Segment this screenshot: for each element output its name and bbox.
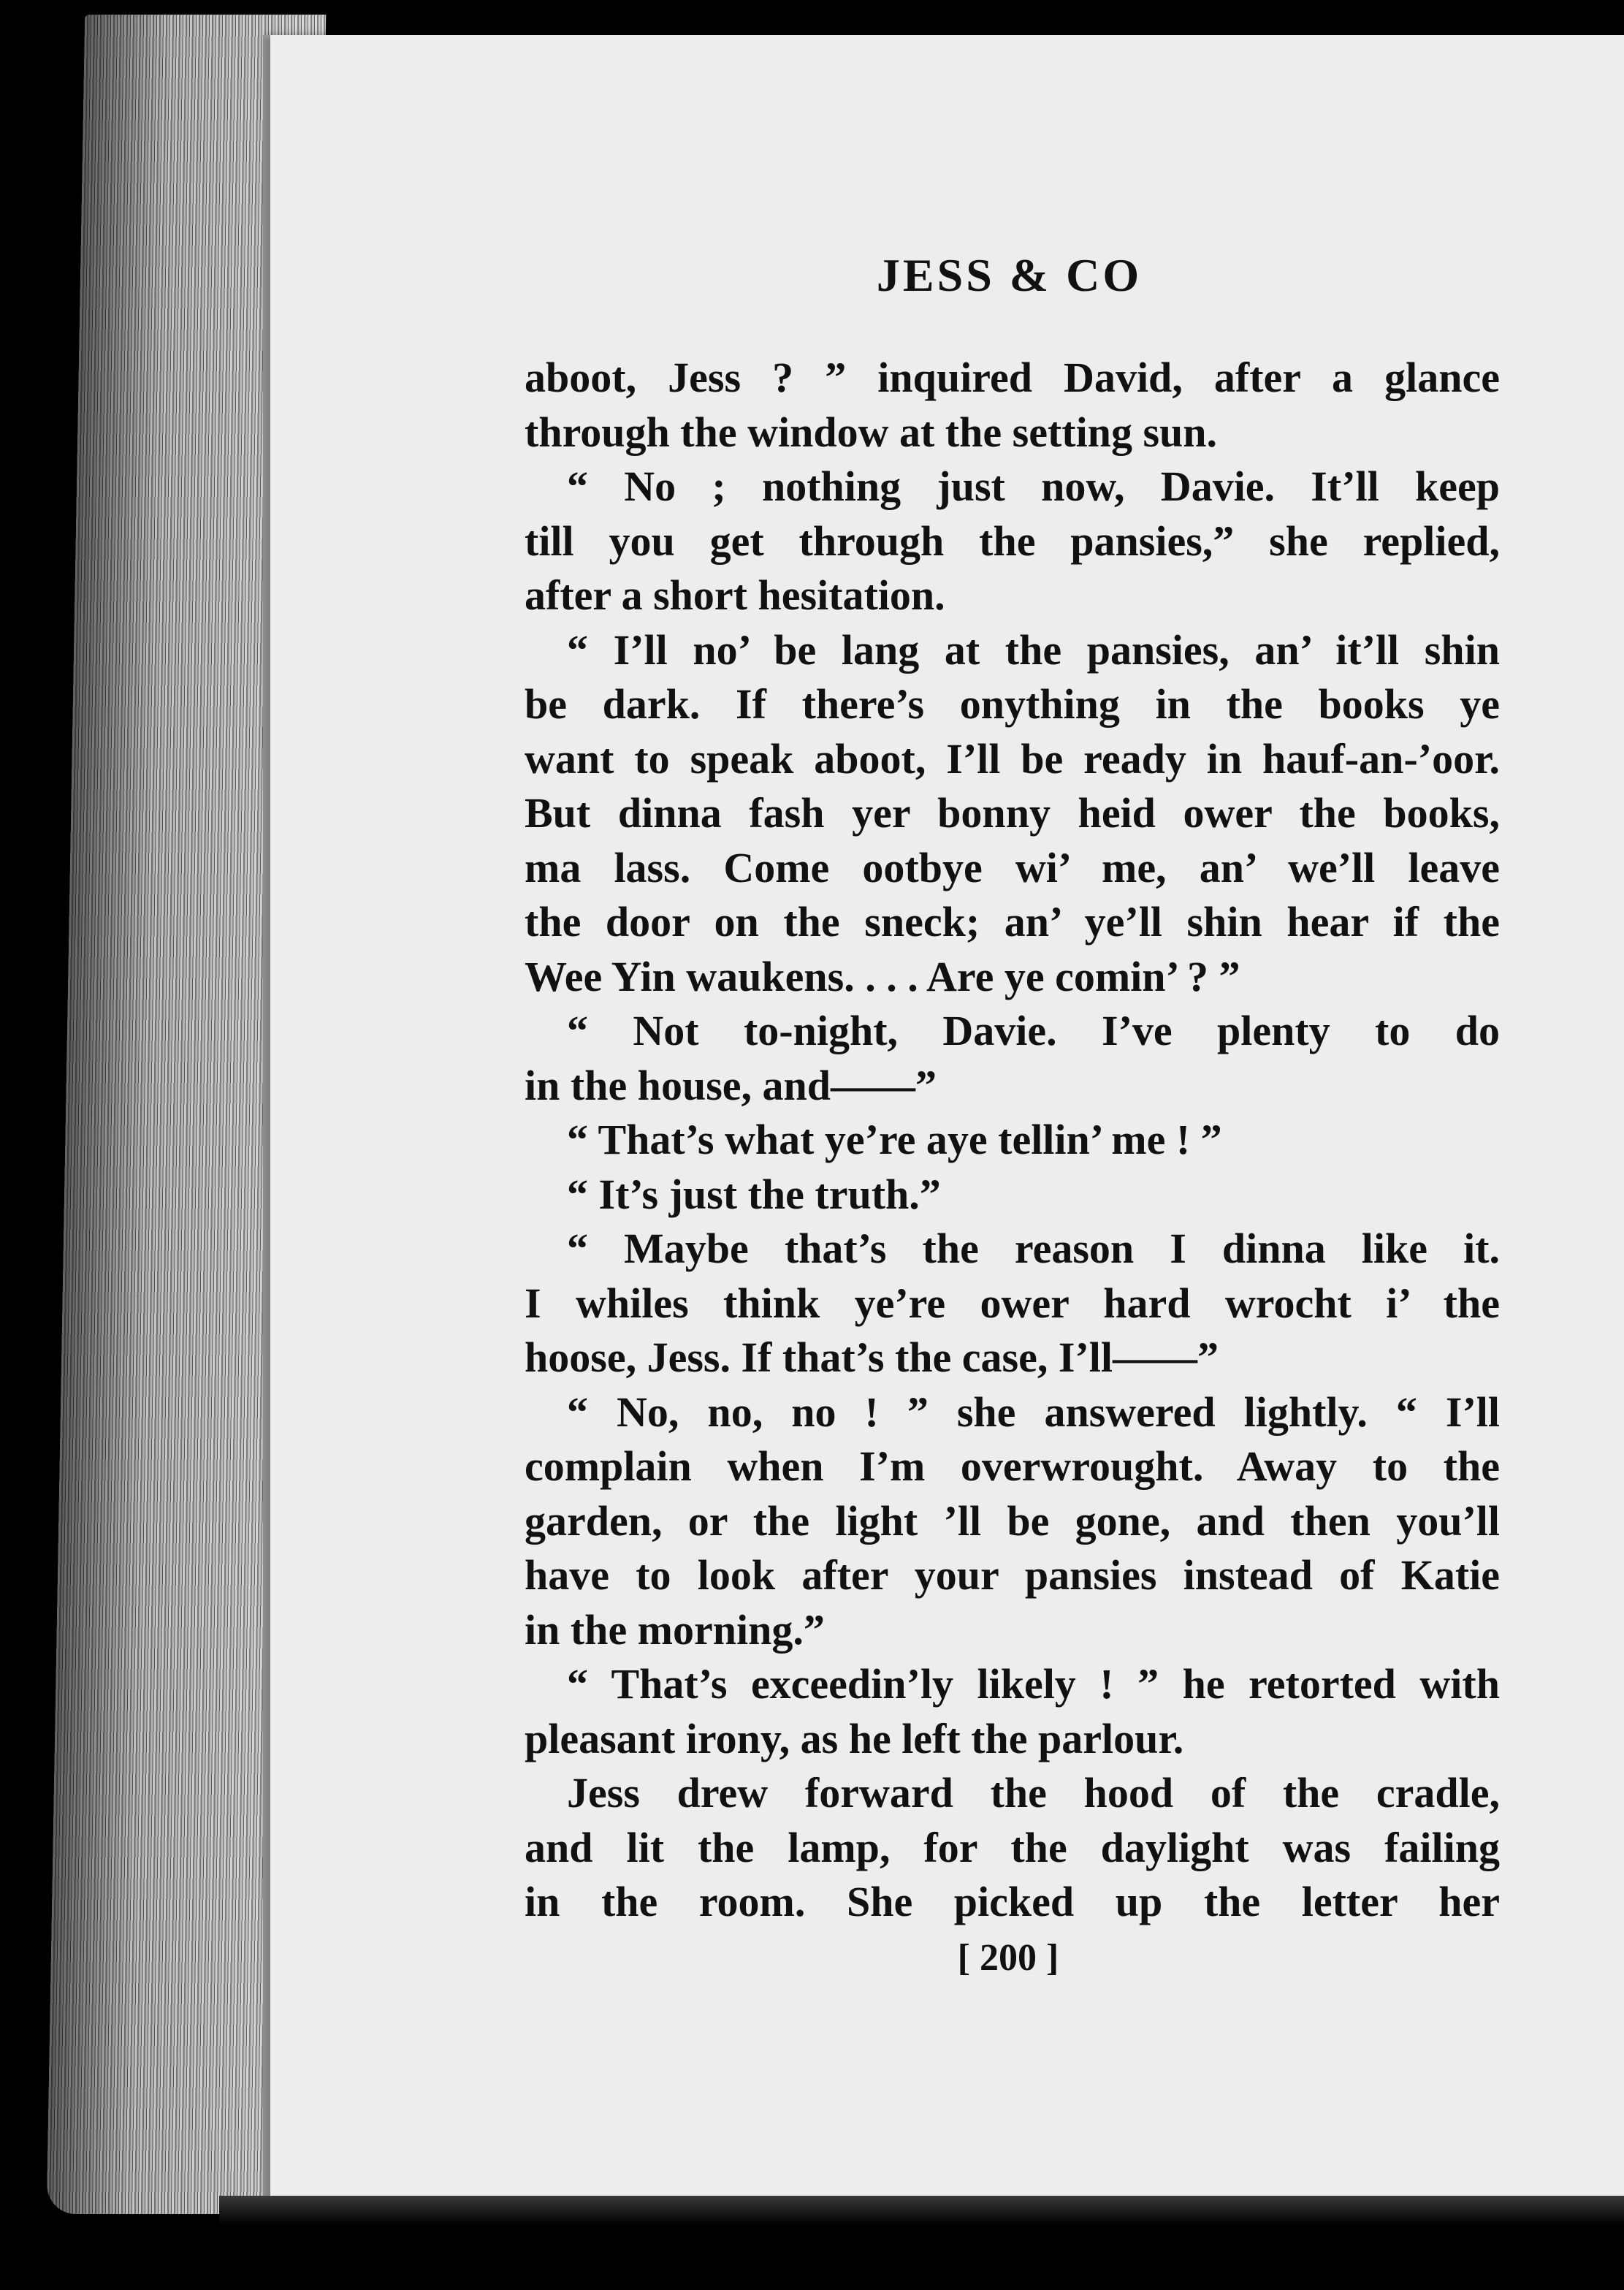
text-line: garden, or the light ’ll be gone, and then you’ll: [525, 1496, 1500, 1545]
text-line: “ It’s just the truth.”: [567, 1170, 941, 1218]
page-bottom-shadow: [219, 2196, 1624, 2225]
text-line: “ Maybe that’s the reason I dinna like it.: [567, 1225, 1500, 1272]
body-text: [525, 351, 1500, 1930]
text-line: “ That’s what ye’re aye tellin’ me ! ”: [567, 1116, 1222, 1163]
text-line: Jess drew forward the hood of the cradle,: [567, 1769, 1500, 1817]
text-line: “ No ; nothing just now, Davie. It’ll keep: [567, 463, 1500, 510]
text-line: till you get through the pansies,” she replied,: [525, 517, 1500, 565]
text-line: pleasant irony, as he left the parlour.: [525, 1714, 1184, 1762]
text-line: be dark. If there’s onything in the books ye: [525, 680, 1500, 728]
text-line: “ No, no, no ! ” she answered lightly. “ I’ll: [567, 1388, 1500, 1436]
text-line: through the window at the setting sun.: [525, 408, 1218, 456]
text-line: Wee Yin waukens. . . . Are ye comin’ ? ”: [525, 952, 1240, 1000]
text-line: have to look after your pansies instead of Katie: [525, 1551, 1500, 1599]
text-line: “ Not to-night, Davie. I’ve plenty to do: [567, 1007, 1500, 1054]
text-line: want to speak aboot, I’ll be ready in hauf-an-’oor.: [525, 734, 1500, 783]
text-line: and lit the lamp, for the daylight was failing: [525, 1823, 1500, 1871]
page-number: [ 200 ]: [957, 1937, 1059, 1979]
text-line: aboot, Jess ? ” inquired David, after a glance: [525, 354, 1500, 401]
text-line: complain when I’m overwrought. Away to the: [525, 1442, 1500, 1490]
text-line: in the house, and——”: [525, 1061, 937, 1109]
text-line: ma lass. Come ootbye wi’ me, an’ we’ll leave: [525, 843, 1500, 891]
text-line: “ That’s exceedin’ly likely ! ” he retorted with: [567, 1660, 1500, 1708]
text-line: after a short hesitation.: [525, 571, 945, 619]
text-line: hoose, Jess. If that’s the case, I’ll——”: [525, 1334, 1219, 1381]
text-line: the door on the sneck; an’ ye’ll shin hear if the: [525, 898, 1500, 946]
running-head: JESS & CO: [876, 249, 1143, 301]
text-line: in the room. She picked up the letter her: [525, 1878, 1500, 1925]
text-line: in the morning.”: [525, 1605, 825, 1654]
text-line: “ I’ll no’ be lang at the pansies, an’ it’ll shin: [567, 625, 1500, 674]
text-line: I whiles think ye’re ower hard wrocht i’ the: [525, 1279, 1500, 1327]
text-line: But dinna fash yer bonny heid ower the books,: [525, 789, 1500, 837]
